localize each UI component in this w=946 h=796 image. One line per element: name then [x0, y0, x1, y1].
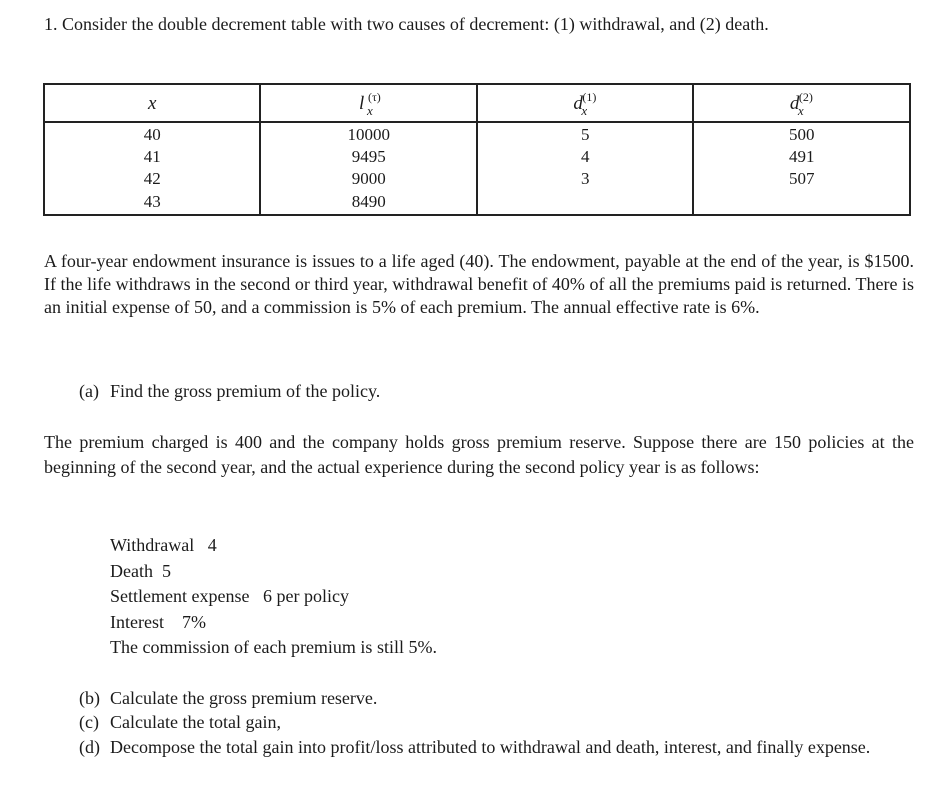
experience-commission: The commission of each premium is still 5%.: [110, 637, 437, 657]
settlement-value: 6 per policy: [262, 586, 349, 606]
cell-d1: 3: [477, 167, 693, 189]
header-x: x: [44, 84, 260, 122]
cell-d2: [693, 189, 910, 215]
part-b-text: Calculate the gross premium reserve.: [110, 688, 378, 708]
cell-l: 10000: [260, 122, 477, 145]
table-row: [44, 145, 910, 167]
experience-death: [110, 559, 437, 585]
experience-settlement: [110, 584, 437, 610]
experience-interest: [110, 610, 437, 636]
cell-x: 43: [44, 189, 260, 215]
death-label: Death: [110, 560, 153, 581]
cell-x: 41: [44, 145, 260, 167]
table-row: [44, 122, 910, 145]
part-a-label: (a): [79, 381, 99, 401]
cell-x: 40: [44, 122, 260, 145]
part-d-text: Decompose the total gain into profit/loss attributed to withdrawal and death, interest, and finally expense.: [110, 737, 871, 757]
table-row: [44, 189, 910, 215]
part-c: [79, 711, 914, 735]
cell-d2: 507: [693, 167, 910, 189]
settlement-label: Settlement expense: [110, 586, 250, 606]
problem-description: A four-year endowment insurance is issues to a life aged (40). The endowment, payable at the end of the year, is $1500. If the life withdraws in the second or third year, withdrawal benefit of 40% of all the premiums paid is returned. There is an initial expense of 50, and a commission is 5% of each premium. The annual effective rate is 6%.: [44, 251, 914, 317]
part-a: [79, 380, 914, 404]
cell-l: 9000: [260, 167, 477, 189]
interest-value: 7%: [181, 611, 206, 632]
part-b: [79, 687, 914, 711]
table-header-row: [44, 84, 910, 122]
experience-intro: The premium charged is 400 and the company holds gross premium reserve. Suppose there are 150 policies at the beginning of the second year, and the actual experience during the second policy year is as follows:: [44, 432, 914, 477]
withdrawal-label: Withdrawal: [110, 535, 195, 555]
part-c-text: Calculate the total gain,: [110, 712, 281, 732]
part-b-label: (b): [79, 688, 100, 708]
part-a-text: Find the gross premium of the policy.: [110, 381, 381, 401]
double-decrement-table: [43, 83, 911, 216]
header-d2-x: d (2) x: [693, 84, 910, 122]
cell-d2: 491: [693, 145, 910, 167]
problem-intro: 1. Consider the double decrement table with two causes of decrement: (1) withdrawal, and (2) death.: [44, 14, 769, 34]
death-value: 5: [161, 560, 171, 581]
part-d-label: (d): [79, 737, 100, 757]
part-c-label: (c): [79, 712, 99, 732]
cell-l: 9495: [260, 145, 477, 167]
table-row: [44, 167, 910, 189]
header-d1-x: d (1) x: [477, 84, 693, 122]
cell-d2: 500: [693, 122, 910, 145]
cell-l: 8490: [260, 189, 477, 215]
experience-list: [110, 533, 437, 661]
part-d: [79, 736, 914, 786]
cell-x: 42: [44, 167, 260, 189]
cell-d1: 5: [477, 122, 693, 145]
cell-d1: [477, 189, 693, 215]
experience-withdrawal: [110, 533, 437, 559]
header-l-tau-x: l (τ) x: [260, 84, 477, 122]
withdrawal-value: 4: [207, 535, 217, 555]
interest-label: Interest: [110, 611, 164, 632]
cell-d1: 4: [477, 145, 693, 167]
